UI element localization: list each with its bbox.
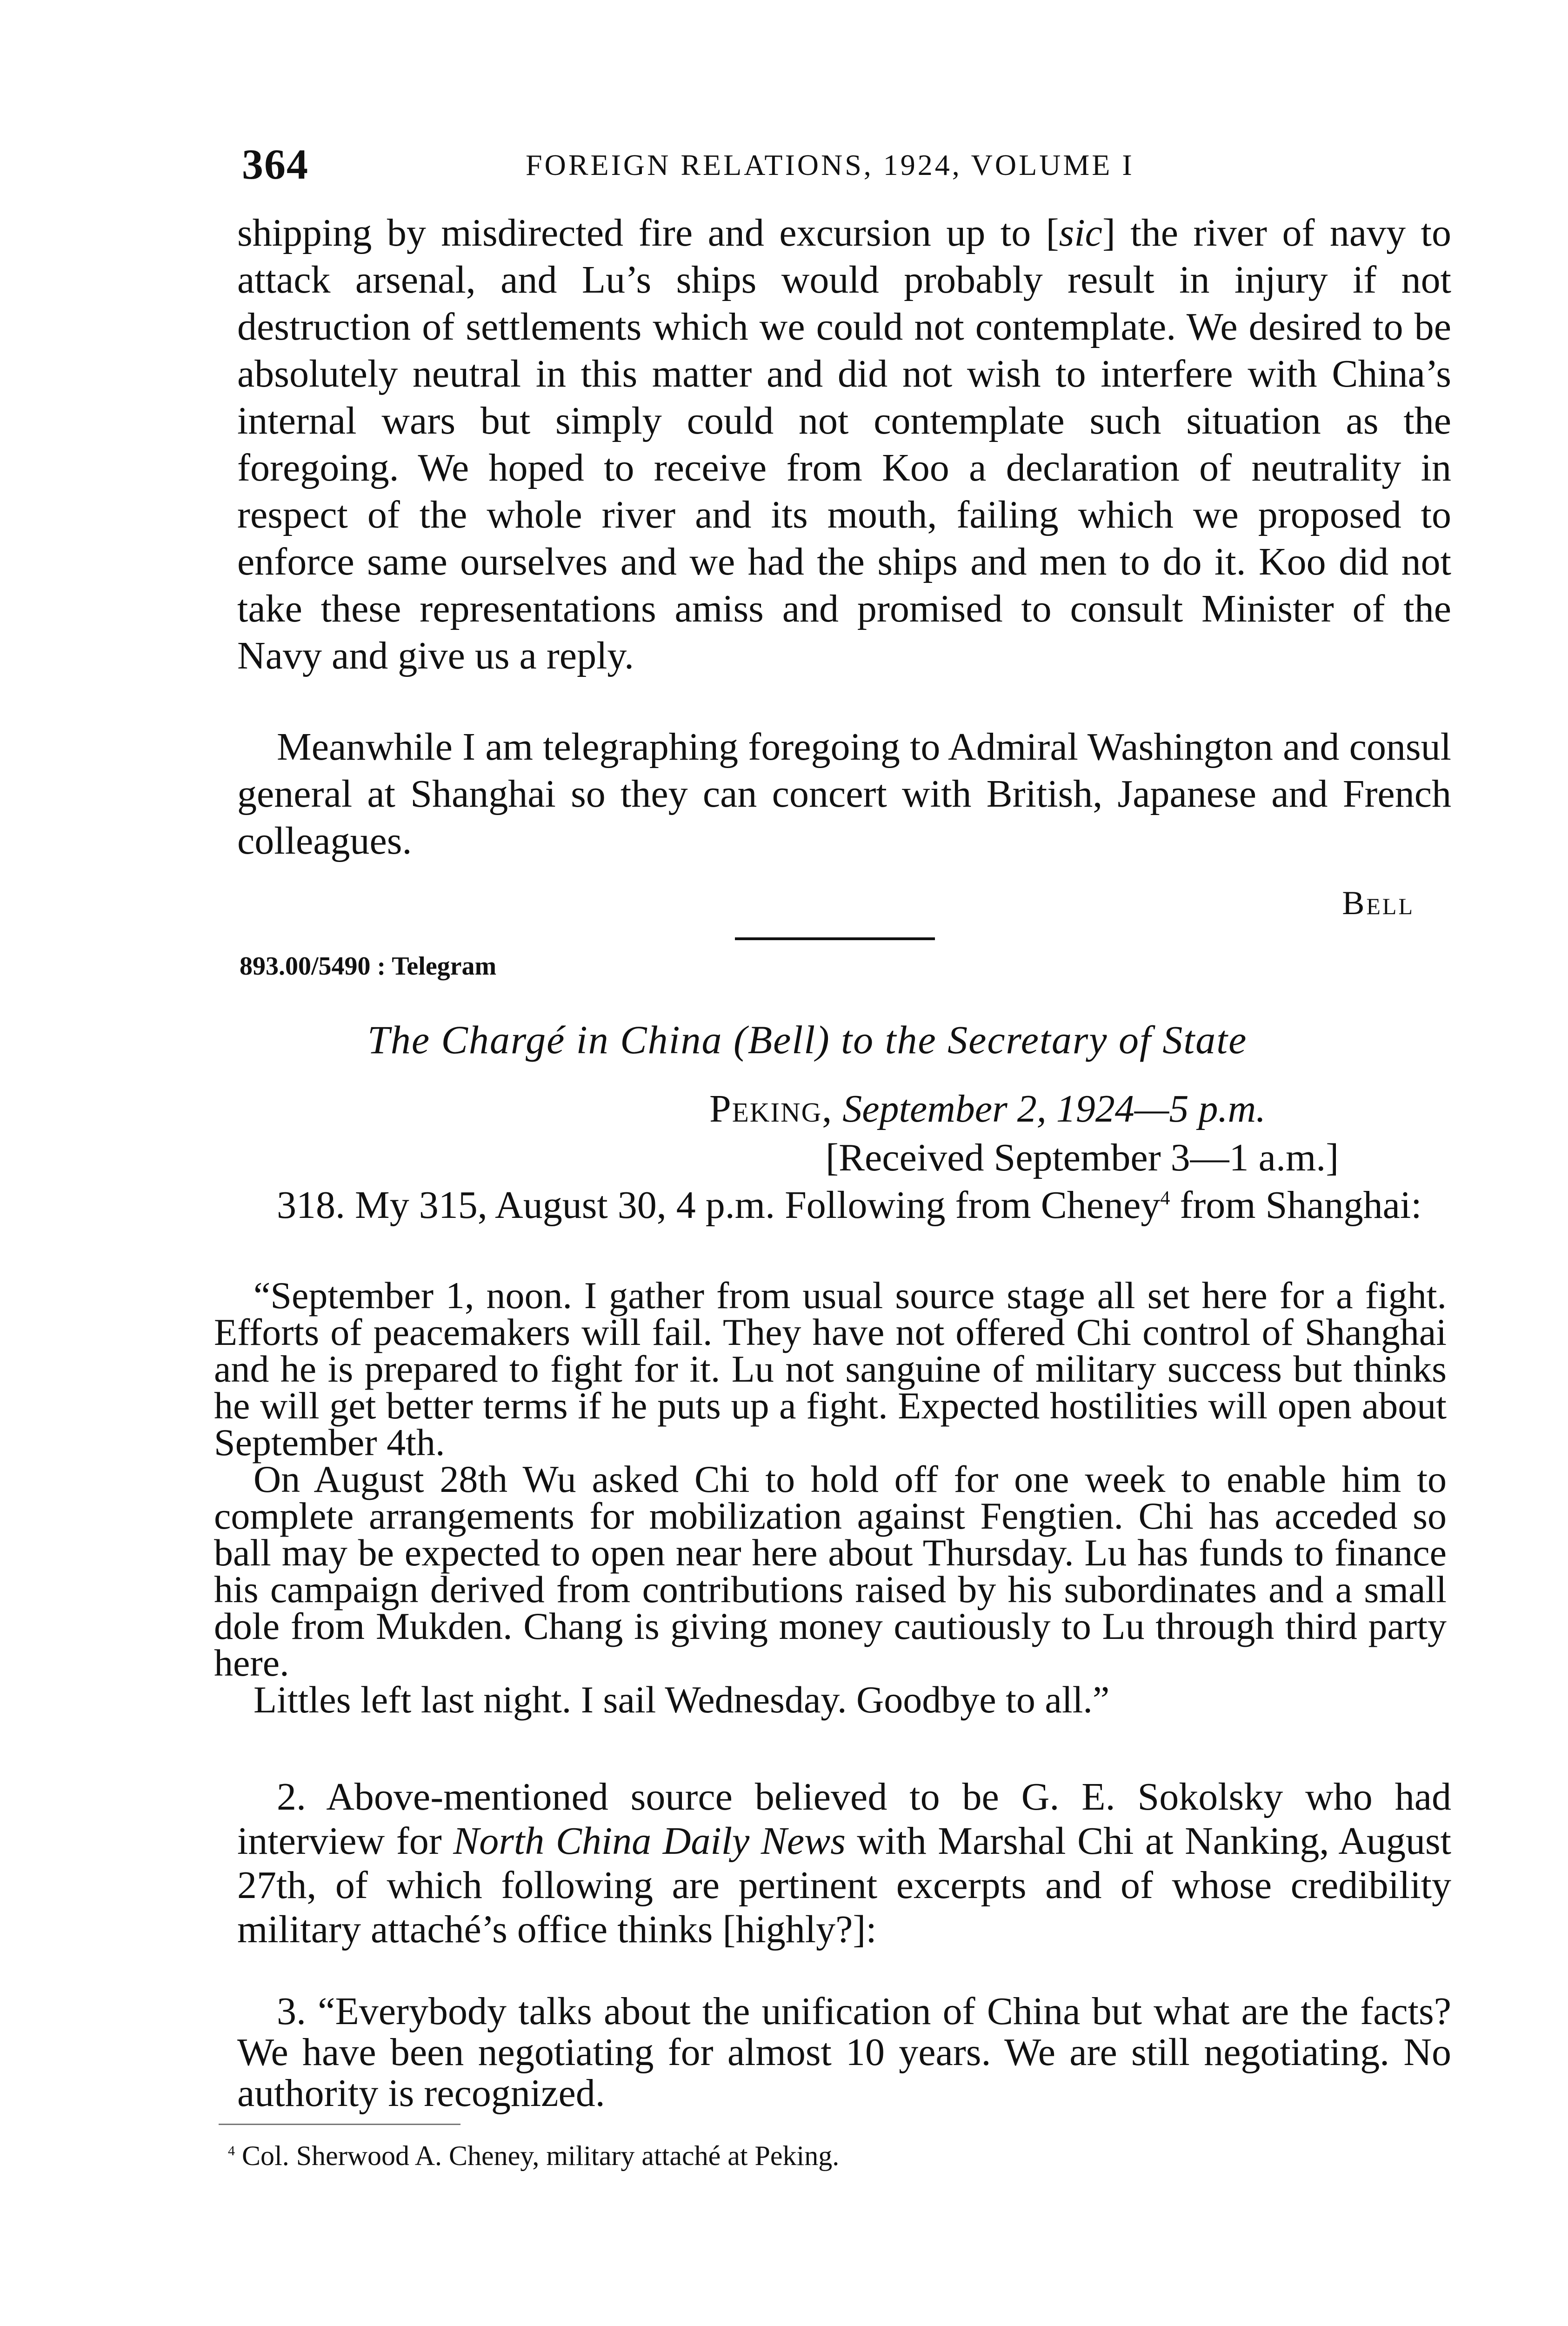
para5-text-a: 2. Above-mentioned source believed to be G. E. Sokolsky who had interview for — [237, 1775, 1451, 1863]
document-title: The Chargé in China (Bell) to the Secretary of State — [367, 1017, 1248, 1062]
footnote — [228, 2140, 839, 2172]
section-divider — [735, 937, 935, 940]
body-paragraph-1 — [237, 209, 1451, 679]
quote-paragraph-2: On August 28th Wu asked Chi to hold off for one week to enable him to complete arrangements for mobilization against Fengtien. Chi has acceded so ball may be expected to open near here about Thursday. Lu has funds to finance his campaign derived from contributions raised by his subordinates and a small dole from Mukden. Chang is giving money cautiously to Lu through third party here. — [214, 1458, 1447, 1684]
para5-text-b: with Marshal Chi at Nanking, August 27th, of which following are pertinent excerpts and of whose credibility military attaché’s office thinks [highly?]: — [237, 1819, 1452, 1951]
file-reference: 893.00/5490 : Telegram — [240, 952, 497, 981]
para6-text: 3. “Everybody talks about the unification of China but what are the facts? We have been negotiating for almost 10 years. We are still negotiating. No authority is recognized. — [237, 1990, 1451, 2115]
para3-text-b: from Shanghai: — [1170, 1183, 1422, 1227]
para1-text-b: ] the river of navy to attack arsenal, and Lu’s ships would probably result in injury if not destruction of settlements which we could not contemplate. We desired to be absolutely neutral in this matter and did not wish to interfere with China’s internal wars but simply could not contemplate such situation as the foregoing. We hoped to receive from Koo a declaration of neutrality in respect of the whole river and its mouth, failing which we proposed to enforce same ourselves and we had the ships and men to do it. Koo did not take these representations amiss and promised to consult Minister of the Navy and give us a reply. — [237, 211, 1451, 677]
signature: Bell — [1342, 884, 1415, 922]
sic-note: sic — [1059, 211, 1102, 254]
footnote-marker: 4 — [1160, 1188, 1170, 1209]
para2-text: Meanwhile I am telegraphing foregoing to Admiral Washington and consul general at Shanghai so they can concert with British, Japanese and French colleagues. — [237, 725, 1451, 862]
quote-paragraph-1: “September 1, noon. I gather from usual source stage all set here for a fight. Efforts of peacemakers will fail. They have not offered Chi control of Shanghai and he is prepared to fight for it. Lu not sanguine of military success but thinks he will get better terms if he puts up a fight. Expected hostilities will open about September 4th. — [214, 1274, 1447, 1464]
footnote-text: Col. Sherwood A. Cheney, military attaché at Peking. — [242, 2140, 840, 2171]
quoted-telegram — [214, 1274, 1447, 1721]
footnote-number: 4 — [228, 2143, 235, 2159]
running-head: FOREIGN RELATIONS, 1924, VOLUME I — [526, 148, 1134, 181]
page-number: 364 — [242, 140, 309, 188]
para1-text-a: shipping by misdirected fire and excursion up to [ — [237, 211, 1059, 254]
dateline-date: September 2, 1924—5 p.m. — [842, 1087, 1266, 1130]
body-paragraph-5 — [237, 1775, 1451, 1952]
page-header — [242, 140, 1219, 191]
quote-paragraph-3: Littles left last night. I sail Wednesday. Goodbye to all.” — [254, 1678, 1110, 1721]
para3-text-a: 318. My 315, August 30, 4 p.m. Following from Cheney — [277, 1183, 1161, 1227]
body-paragraph-6 — [237, 1991, 1451, 2114]
newspaper-title: North China Daily News — [453, 1819, 846, 1863]
body-paragraph-2 — [237, 723, 1451, 864]
dateline — [709, 1086, 1266, 1131]
body-paragraph-3 — [237, 1182, 1451, 1229]
dateline-place: Peking, — [709, 1087, 833, 1130]
footnote-divider — [219, 2124, 460, 2125]
received-line: [Received September 3—1 a.m.] — [826, 1136, 1339, 1179]
